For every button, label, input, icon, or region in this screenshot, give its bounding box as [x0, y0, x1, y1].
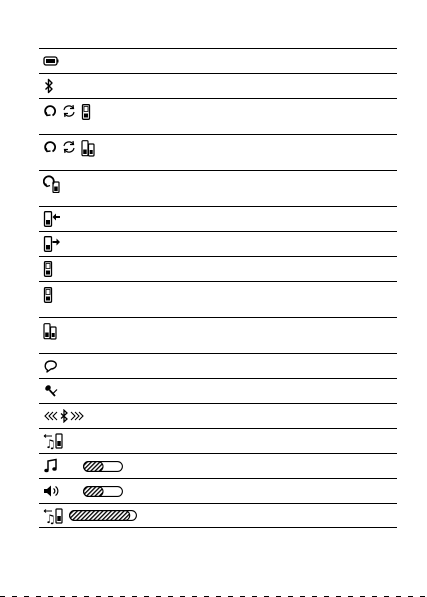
icon-table: [39, 48, 397, 528]
table-row: [39, 353, 397, 378]
table-row: [39, 378, 397, 403]
phone-outgoing-icon: [43, 236, 61, 252]
table-row: [39, 281, 397, 317]
music-note-icon: [43, 458, 59, 474]
headset-phone-icon: [43, 175, 61, 193]
phone-icon: [43, 287, 53, 303]
bluetooth-pairing-icon: [43, 409, 87, 423]
table-row: [39, 231, 397, 256]
music-transfer-icon: [43, 507, 65, 525]
table-row: [39, 317, 397, 353]
headset-loop-icon: [43, 104, 57, 118]
table-row: [39, 256, 397, 281]
microphone-mute-icon: [43, 383, 59, 399]
battery-icon: [43, 55, 59, 67]
table-row: [39, 98, 397, 134]
headset-loop-icon: [43, 140, 57, 154]
sync-arrows-icon: [62, 104, 76, 118]
bluetooth-icon: [43, 78, 55, 94]
speaker-volume-icon: [43, 484, 61, 498]
table-row: [39, 48, 397, 73]
volume-level-bar: [83, 486, 123, 497]
phone-icon: [43, 261, 53, 277]
table-row: [39, 478, 397, 503]
table-row: [39, 170, 397, 206]
sync-arrows-icon: [62, 140, 76, 154]
table-row: [39, 503, 397, 528]
music-transfer-icon: [43, 432, 65, 450]
table-row: [39, 453, 397, 478]
table-row: [39, 428, 397, 453]
svg-text:♫: ♫: [45, 437, 56, 450]
table-row: [39, 206, 397, 231]
table-row: [39, 73, 397, 98]
volume-level-bar: [83, 461, 123, 472]
table-row: [39, 403, 397, 428]
phone-icon: [81, 104, 91, 120]
table-row: [39, 134, 397, 170]
dual-phone-icon: [43, 323, 57, 340]
dual-phone-icon: [81, 140, 95, 157]
transfer-progress-bar: [69, 510, 137, 521]
speech-bubble-icon: [43, 358, 59, 374]
phone-incoming-icon: [43, 211, 61, 227]
svg-text:♫: ♫: [45, 511, 56, 525]
